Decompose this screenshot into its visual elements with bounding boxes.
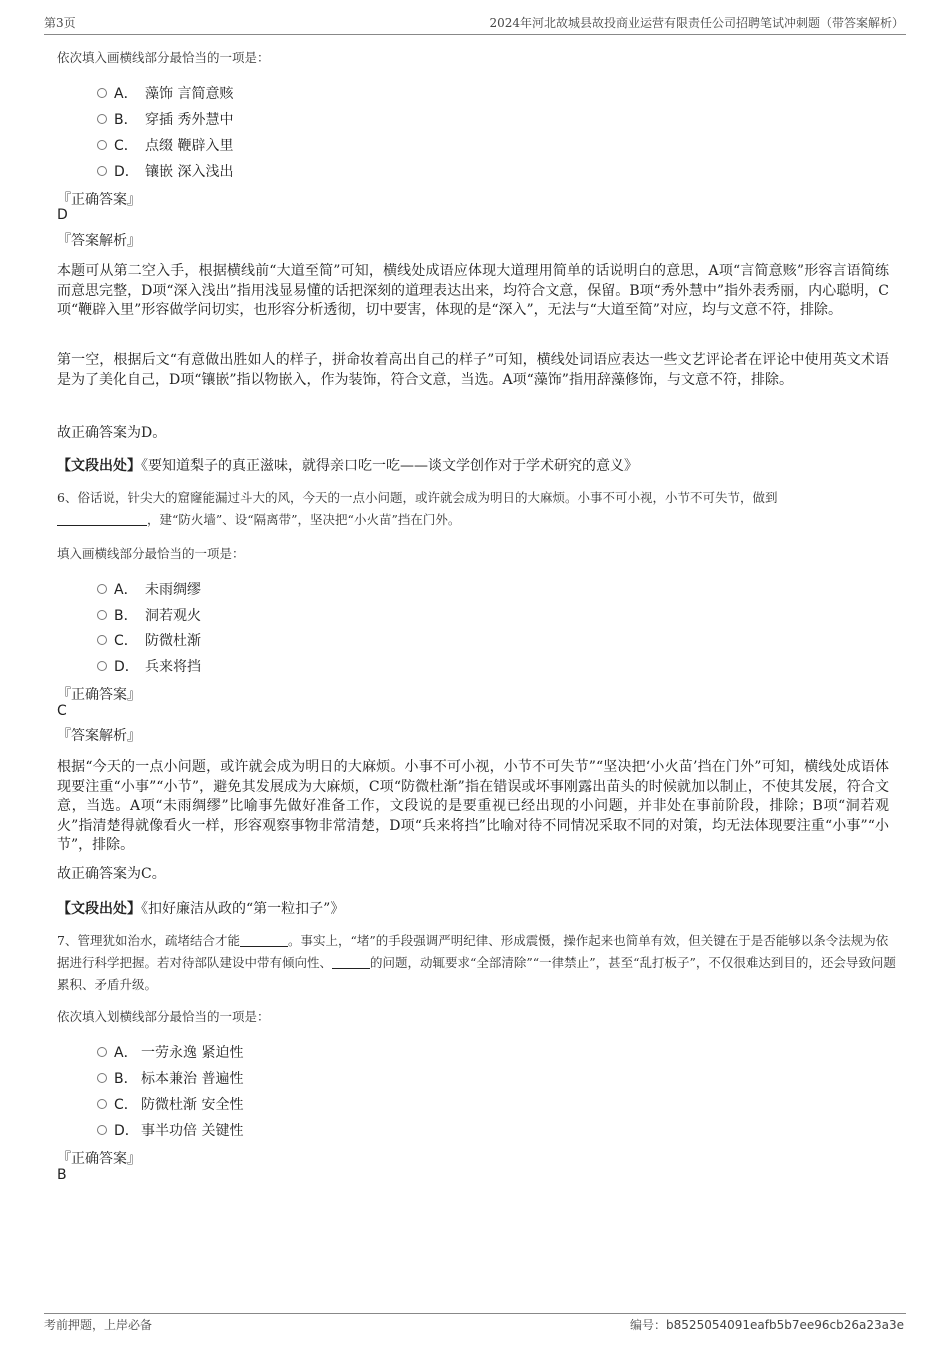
q7-answer: B [57, 1167, 67, 1183]
q5-source [57, 455, 638, 475]
q6-stem-line1: 6、俗话说，针尖大的窟窿能漏过斗大的风，今天的一点小问题，或许就会成为明日的大麻烦。小事不可小视，小节不可失节，做到 [57, 490, 778, 505]
source-text: 《扣好廉洁从政的“第一粒扣子”》 [141, 901, 345, 917]
q5-prompt: 依次填入画横线部分最恰当的一项是： [57, 50, 270, 65]
source-label: 【文段出处】 [57, 901, 141, 917]
q7-stem [57, 930, 899, 996]
footer-divider [44, 1313, 906, 1314]
source-text: 《要知道梨子的真正滋味，就得亲口吃一吃——谈文学创作对于学术研究的意义》 [141, 458, 638, 474]
q7-option-d[interactable]: D． 事半功倍 关键性 [97, 1120, 397, 1140]
q7-stem-part2: 。事实上，“堵”的手段强调严明纪律、形成震慑，操作起来也简单有效，但关键在于是否能够以条令法规为依据进行科学把握。若对待部队建设中带有倾向性、 [57, 933, 889, 970]
radio-button[interactable] [97, 635, 107, 645]
radio-button[interactable] [97, 114, 107, 124]
q5-analysis-p1: 本题可从第二空入手，根据横线前“大道至简”可知，横线处成语应体现大道理用简单的话说明白的意思，A项“言简意赅”形容言语简练而意思完整，D项“深入浅出”指用浅显易懂的话把深刻的道理表达出来，均符合文意，保留。B项“秀外慧中”指外表秀丽，内心聪明，C项“鞭辟入里”形容做学问切实，也形容分析透彻，切中要害，体现的是“深入”，无法与“大道至简”对应，均与文意不符，排除。 [57, 263, 889, 318]
q7-prompt: 依次填入划横线部分最恰当的一项是： [57, 1009, 270, 1024]
q6-answer: C [57, 703, 67, 719]
q5-option-b[interactable]: B． 穿插 秀外慧中 [97, 109, 397, 129]
radio-button[interactable] [97, 1047, 107, 1057]
q6-option-c[interactable]: C． 防微杜渐 [97, 630, 397, 650]
q6-analysis-p1: 根据“今天的一点小问题，或许就会成为明日的大麻烦。小事不可小视，小节不可失节”“坚决把‘小火苗’挡在门外”可知，横线处成语体现要注重“小事”“小节”，避免其发展成为大麻烦，C项“防微杜渐”指在错误或坏事刚露出苗头的时候就加以制止，不使其发展，符合文意，当选。A项“未雨绸缪”比喻事先做好准备工作，文段说的是要重视已经出现的小问题，并非处在事前阶段，排除；B项“洞若观火”指清楚得就像看火一样，形容观察事物非常清楚，D项“兵来将挡”比喻对待不同情况采取不同的对策，均无法体现要注重“小事”“小节”，排除。 [57, 759, 889, 853]
page-number: 第3页 [44, 16, 76, 30]
q7-option-b[interactable]: B． 标本兼治 普遍性 [97, 1068, 397, 1088]
q5-analysis-label: 『答案解析』 [57, 233, 141, 249]
q6-analysis-label: 『答案解析』 [57, 728, 141, 744]
q6-conclusion: 故正确答案为C。 [57, 866, 166, 882]
q5-option-a[interactable]: A． 藻饰 言简意赅 [97, 83, 397, 103]
radio-button[interactable] [97, 584, 107, 594]
radio-button[interactable] [97, 140, 107, 150]
radio-button[interactable] [97, 1125, 107, 1135]
q7-blank-2 [332, 954, 370, 969]
q5-analysis-p2: 第一空，根据后文“有意做出胜如人的样子，拼命妆着高出自己的样子”可知，横线处词语应表达一些文艺评论者在评论中使用英文术语是为了美化自己，D项“镶嵌”指以物嵌入，作为装饰，符合文意，当选。A项“藻饰”指用辞藻修饰，与文意不符，排除。 [57, 352, 889, 388]
q6-option-b[interactable]: B． 洞若观火 [97, 605, 397, 625]
q6-stem-line2: ，建“防火墙”、设“隔离带”，坚决把“小火苗”挡在门外。 [147, 512, 461, 527]
q5-option-c[interactable]: C． 点缀 鞭辟入里 [97, 135, 397, 155]
q7-answer-label: 『正确答案』 [57, 1151, 141, 1167]
q6-stem [57, 487, 899, 531]
q6-option-d[interactable]: D． 兵来将挡 [97, 656, 397, 676]
q5-answer-label: 『正确答案』 [57, 192, 141, 208]
header-divider [44, 34, 906, 35]
footer-code [630, 1316, 904, 1333]
document-title: 2024年河北故城县故投商业运营有限责任公司招聘笔试冲刺题（带答案解析） [489, 16, 904, 30]
radio-button[interactable] [97, 88, 107, 98]
q5-conclusion: 故正确答案为D。 [57, 425, 167, 441]
q6-source [57, 898, 344, 918]
q6-option-a[interactable]: A． 未雨绸缪 [97, 579, 397, 599]
q6-answer-label: 『正确答案』 [57, 687, 141, 703]
q7-stem-part3: 的问题，动辄要求“全部清除”“一律禁止”，甚至“乱打板子”，不仅很难达到目的，还会导致问题累积、矛盾升级。 [57, 955, 896, 992]
footer-code-value: b8525054091eafb5b7ee96cb26a23a3e [666, 1318, 904, 1332]
footer-code-label: 编号： [630, 1318, 667, 1332]
source-label: 【文段出处】 [57, 458, 141, 474]
radio-button[interactable] [97, 166, 107, 176]
q5-answer: D [57, 207, 68, 223]
radio-button[interactable] [97, 610, 107, 620]
q7-blank-1 [240, 932, 288, 947]
radio-button[interactable] [97, 1073, 107, 1083]
q5-option-d[interactable]: D． 镶嵌 深入浅出 [97, 161, 397, 181]
q6-blank [57, 511, 147, 526]
q7-option-c[interactable]: C． 防微杜渐 安全性 [97, 1094, 397, 1114]
q7-option-a[interactable]: A． 一劳永逸 紧迫性 [97, 1042, 397, 1062]
footer-slogan: 考前押题，上岸必备 [44, 1318, 153, 1332]
q6-prompt: 填入画横线部分最恰当的一项是： [57, 546, 245, 561]
radio-button[interactable] [97, 661, 107, 671]
radio-button[interactable] [97, 1099, 107, 1109]
q7-stem-part1: 7、管理犹如治水，疏堵结合才能 [57, 933, 240, 948]
